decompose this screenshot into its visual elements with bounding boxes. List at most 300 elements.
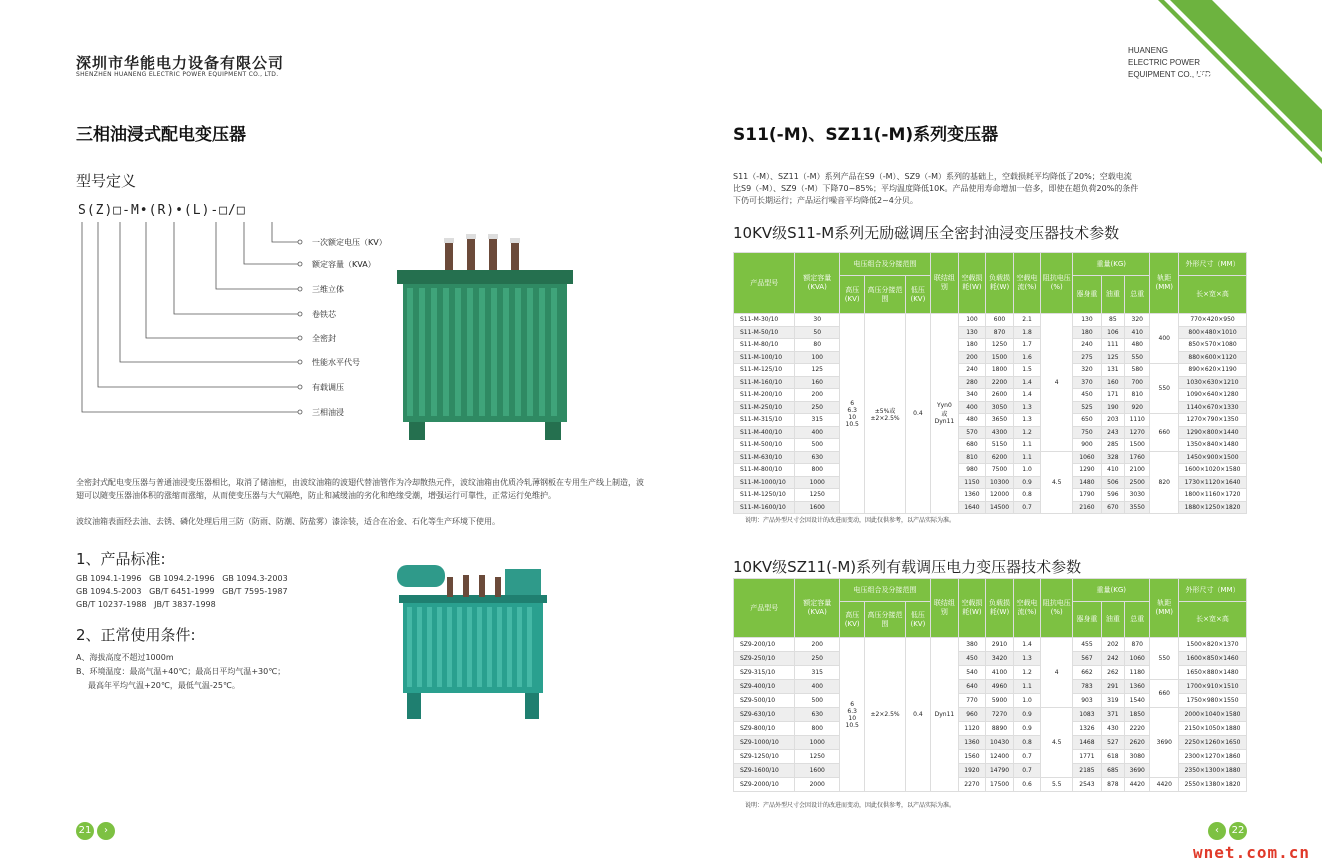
cell-dimensions: 2250×1260×1650 (1179, 736, 1247, 750)
cell-capacity: 1000 (795, 476, 840, 489)
cell-dimensions: 1090×640×1280 (1179, 389, 1247, 402)
cell-noload-loss: 1920 (958, 764, 986, 778)
cell-body-weight: 1083 (1073, 708, 1102, 722)
cell-dimensions: 770×420×950 (1179, 314, 1247, 327)
cell-dimensions: 1880×1250×1820 (1179, 501, 1247, 514)
th-oil-weight: 油重 (1101, 276, 1124, 314)
cell-model: S11-M-315/10 (734, 414, 795, 427)
cell-noload-loss: 340 (958, 389, 986, 402)
cell-model: S11-M-800/10 (734, 464, 795, 477)
cell-model: S11-M-80/10 (734, 339, 795, 352)
cell-noload-loss: 960 (958, 708, 986, 722)
cell-noload-current: 0.8 (1013, 489, 1041, 502)
th-body-weight: 器身重 (1073, 602, 1102, 638)
th-lv: 低压(KV) (905, 602, 930, 638)
cell-model: S11-M-250/10 (734, 401, 795, 414)
th-load-loss: 负载损耗(W) (986, 579, 1014, 638)
cell-noload-current: 1.2 (1013, 666, 1041, 680)
table-row (734, 451, 1247, 464)
cell-capacity: 1250 (795, 489, 840, 502)
cell-oil-weight: 527 (1101, 736, 1124, 750)
cell-noload-loss: 1360 (958, 736, 986, 750)
th-capacity: 额定容量(KVA) (795, 579, 840, 638)
cell-noload-loss: 280 (958, 376, 986, 389)
cell-noload-current: 0.9 (1013, 708, 1041, 722)
cell-capacity: 400 (795, 680, 840, 694)
model-leader-lines (76, 222, 396, 422)
cell-noload-current: 1.0 (1013, 694, 1041, 708)
cell-model: S11-M-100/10 (734, 351, 795, 364)
cell-dimensions: 890×620×1190 (1179, 364, 1247, 377)
cell-capacity: 125 (795, 364, 840, 377)
corner-ribbon-shape (1150, 0, 1322, 172)
table-2-note: 说明：产品外型尺寸会因设计的改进而变动，因此仅供参考，以产品实际为准。 (745, 802, 956, 809)
cell-oil-weight: 596 (1101, 489, 1124, 502)
cell-lv: 0.4 (905, 314, 930, 514)
company-name-en: SHENZHEN HUANENG ELECTRIC POWER EQUIPMENT CO., LTD. (76, 71, 279, 78)
cell-model: SZ9-500/10 (734, 694, 795, 708)
cell-body-weight: 240 (1073, 339, 1102, 352)
cell-oil-weight: 203 (1101, 414, 1124, 427)
cell-oil-weight: 202 (1101, 638, 1124, 652)
cell-capacity: 50 (795, 326, 840, 339)
cell-noload-current: 1.3 (1013, 414, 1041, 427)
cell-capacity: 800 (795, 464, 840, 477)
spec-table-1 (733, 252, 1247, 514)
cell-noload-current: 1.3 (1013, 401, 1041, 414)
cell-load-loss: 7500 (986, 464, 1014, 477)
th-dimensions: 外形尺寸（MM） (1179, 253, 1247, 276)
cell-noload-current: 0.7 (1013, 764, 1041, 778)
cell-capacity: 315 (795, 666, 840, 680)
th-noload-loss: 空载损耗(W) (958, 253, 986, 314)
cell-total-weight: 580 (1125, 364, 1150, 377)
th-dimensions: 外形尺寸（MM） (1179, 579, 1247, 602)
th-hv: 高压(KV) (839, 276, 864, 314)
table-row (734, 680, 1247, 694)
th-lv: 低压(KV) (905, 276, 930, 314)
cell-model: SZ9-200/10 (734, 638, 795, 652)
next-page-icon[interactable]: › (97, 822, 115, 840)
cell-body-weight: 662 (1073, 666, 1102, 680)
cell-model: S11-M-50/10 (734, 326, 795, 339)
cell-model: S11-M-630/10 (734, 451, 795, 464)
definition-item: 一次额定电压（KV） (312, 238, 387, 247)
cell-oil-weight: 171 (1101, 389, 1124, 402)
condition-a: A、海拔高度不超过1000m (76, 653, 174, 662)
cell-load-loss: 3050 (986, 401, 1014, 414)
company-name-cn: 深圳市华能电力设备有限公司 (76, 54, 285, 72)
cell-load-loss: 1250 (986, 339, 1014, 352)
cell-body-weight: 275 (1073, 351, 1102, 364)
cell-total-weight: 1270 (1125, 426, 1150, 439)
cell-noload-current: 1.1 (1013, 451, 1041, 464)
definition-item: 有载调压 (312, 383, 344, 392)
definition-item: 卷铁芯 (312, 310, 336, 319)
cell-capacity: 1600 (795, 501, 840, 514)
cell-gauge: 550 (1150, 364, 1179, 414)
cell-body-weight: 1060 (1073, 451, 1102, 464)
cell-noload-loss: 180 (958, 339, 986, 352)
cell-noload-current: 0.8 (1013, 736, 1041, 750)
cell-load-loss: 4100 (986, 666, 1014, 680)
cell-body-weight: 2160 (1073, 501, 1102, 514)
cell-noload-loss: 2270 (958, 778, 986, 792)
cell-model: S11-M-1600/10 (734, 501, 795, 514)
cell-load-loss: 8890 (986, 722, 1014, 736)
cell-load-loss: 2910 (986, 638, 1014, 652)
cell-dimensions: 1350×840×1480 (1179, 439, 1247, 452)
cell-total-weight: 1850 (1125, 708, 1150, 722)
th-model: 产品型号 (734, 579, 795, 638)
definition-item: 额定容量（KVA） (312, 260, 376, 269)
cell-load-loss: 4960 (986, 680, 1014, 694)
cell-model: S11-M-125/10 (734, 364, 795, 377)
cell-dimensions: 1270×790×1350 (1179, 414, 1247, 427)
cell-hv: 6 6.3 10 10.5 (839, 314, 864, 514)
cell-dimensions: 1140×670×1330 (1179, 401, 1247, 414)
cell-total-weight: 1180 (1125, 666, 1150, 680)
cell-body-weight: 900 (1073, 439, 1102, 452)
cell-capacity: 1600 (795, 764, 840, 778)
cell-impedance: 4 (1041, 314, 1073, 452)
condition-b-2: 最高年平均气温+20℃，最低气温-25℃。 (88, 681, 240, 690)
cell-total-weight: 870 (1125, 638, 1150, 652)
th-tap: 高压分接范围 (865, 276, 905, 314)
cell-dimensions: 1600×1020×1580 (1179, 464, 1247, 477)
cell-oil-weight: 506 (1101, 476, 1124, 489)
th-dimensions-sub: 长×宽×高 (1179, 276, 1247, 314)
cell-body-weight: 525 (1073, 401, 1102, 414)
page-number-right: 22 (1229, 822, 1247, 840)
cell-total-weight: 3080 (1125, 750, 1150, 764)
th-gauge: 轨距(MM) (1150, 579, 1179, 638)
cell-capacity: 30 (795, 314, 840, 327)
th-weight: 重量(KG) (1073, 579, 1150, 602)
th-impedance: 阻抗电压(%) (1041, 579, 1073, 638)
cell-dimensions: 1750×980×1550 (1179, 694, 1247, 708)
cell-noload-loss: 1120 (958, 722, 986, 736)
cell-noload-current: 1.1 (1013, 680, 1041, 694)
cell-total-weight: 410 (1125, 326, 1150, 339)
cell-noload-current: 1.4 (1013, 389, 1041, 402)
cell-noload-current: 0.7 (1013, 501, 1041, 514)
cell-total-weight: 1360 (1125, 680, 1150, 694)
cell-capacity: 500 (795, 694, 840, 708)
cell-noload-loss: 400 (958, 401, 986, 414)
cell-noload-loss: 570 (958, 426, 986, 439)
cell-noload-current: 1.0 (1013, 464, 1041, 477)
cell-total-weight: 2100 (1125, 464, 1150, 477)
cell-body-weight: 1468 (1073, 736, 1102, 750)
cell-dimensions: 1650×880×1480 (1179, 666, 1247, 680)
th-connection: 联结组别 (931, 253, 959, 314)
spec-table-2 (733, 578, 1247, 792)
left-paragraph-1: 全密封式配电变压器与普通油浸变压器相比，取消了储油柜，由波纹油箱的波翅代替油管作为冷却散热元件，波纹油箱由优质冷轧薄钢板在专用生产线上制造，波翅可以随变压器油体积的涨缩而涨缩，从而使变压器与大气隔绝，防止和减缓油的劣化和绝缘受潮，增强运行可靠性，正常运行免维护。 (76, 478, 644, 500)
cell-capacity: 80 (795, 339, 840, 352)
cell-total-weight: 2620 (1125, 736, 1150, 750)
cell-noload-loss: 480 (958, 414, 986, 427)
definition-item: 全密封 (312, 334, 336, 343)
cell-oil-weight: 291 (1101, 680, 1124, 694)
th-noload-current: 空载电流(%) (1013, 253, 1041, 314)
cell-gauge: 660 (1150, 414, 1179, 452)
cell-capacity: 2000 (795, 778, 840, 792)
cell-oil-weight: 319 (1101, 694, 1124, 708)
cell-tap: ±5%或 ±2×2.5% (865, 314, 905, 514)
cell-dimensions: 1730×1120×1640 (1179, 476, 1247, 489)
cell-load-loss: 4300 (986, 426, 1014, 439)
cell-oil-weight: 111 (1101, 339, 1124, 352)
corner-ribbon (1150, 0, 1322, 172)
cell-noload-current: 1.5 (1013, 364, 1041, 377)
cell-model: S11-M-200/10 (734, 389, 795, 402)
cell-dimensions: 1450×900×1500 (1179, 451, 1247, 464)
cell-load-loss: 1500 (986, 351, 1014, 364)
model-code: S(Z)□-M•(R)•(L)-□/□ (78, 203, 246, 218)
table-1-title: 10KV级S11-M系列无励磁调压全密封油浸变压器技术参数 (733, 224, 1120, 242)
cell-load-loss: 5900 (986, 694, 1014, 708)
cell-load-loss: 3650 (986, 414, 1014, 427)
cell-impedance: 4.5 (1041, 708, 1073, 778)
th-total-weight: 总重 (1125, 276, 1150, 314)
cell-load-loss: 7270 (986, 708, 1014, 722)
th-dimensions-sub: 长×宽×高 (1179, 602, 1247, 638)
cell-model: SZ9-315/10 (734, 666, 795, 680)
cell-body-weight: 2543 (1073, 778, 1102, 792)
table-row (734, 708, 1247, 722)
cell-capacity: 500 (795, 439, 840, 452)
cell-oil-weight: 371 (1101, 708, 1124, 722)
cell-load-loss: 600 (986, 314, 1014, 327)
cell-body-weight: 650 (1073, 414, 1102, 427)
cell-oil-weight: 410 (1101, 464, 1124, 477)
cell-noload-current: 1.7 (1013, 339, 1041, 352)
cell-body-weight: 750 (1073, 426, 1102, 439)
cell-load-loss: 6200 (986, 451, 1014, 464)
th-gauge: 轨距(MM) (1150, 253, 1179, 314)
cell-model: S11-M-1250/10 (734, 489, 795, 502)
th-body-weight: 器身重 (1073, 276, 1102, 314)
intro-line-1: S11（-M）、SZ11（-M）系列产品在S9（-M）、SZ9（-M）系列的基础上，空载损耗平均降低了20%；空载电流 (733, 172, 1132, 181)
cell-dimensions: 2000×1040×1580 (1179, 708, 1247, 722)
cell-noload-current: 1.1 (1013, 439, 1041, 452)
right-title: S11(-M)、SZ11(-M)系列变压器 (733, 125, 999, 145)
brand-line-2: ELECTRIC POWER (1128, 58, 1201, 67)
cell-oil-weight: 160 (1101, 376, 1124, 389)
th-load-loss: 负载损耗(W) (986, 253, 1014, 314)
th-weight: 重量(KG) (1073, 253, 1150, 276)
cell-gauge: 3690 (1150, 708, 1179, 778)
cell-total-weight: 550 (1125, 351, 1150, 364)
cell-total-weight: 1110 (1125, 414, 1150, 427)
cell-body-weight: 370 (1073, 376, 1102, 389)
intro-line-2: 比S9（-M）、SZ9（-M）下降70~85%；平均温度降低10K。产品使用寿命增加一倍多，即使在超负荷20%的条件 (733, 184, 1139, 193)
cell-dimensions: 800×480×1010 (1179, 326, 1247, 339)
cell-dimensions: 1600×850×1460 (1179, 652, 1247, 666)
table-row (734, 414, 1247, 427)
cell-gauge: 550 (1150, 638, 1179, 680)
cell-noload-loss: 810 (958, 451, 986, 464)
cell-total-weight: 1500 (1125, 439, 1150, 452)
cell-load-loss: 10430 (986, 736, 1014, 750)
cell-capacity: 160 (795, 376, 840, 389)
cell-oil-weight: 685 (1101, 764, 1124, 778)
cell-gauge: 820 (1150, 451, 1179, 514)
standards-line-2: GB 1094.5-2003 GB/T 6451-1999 GB/T 7595-1987 (76, 587, 288, 596)
cell-dimensions: 1030×630×1210 (1179, 376, 1247, 389)
cell-noload-loss: 980 (958, 464, 986, 477)
cell-gauge: 4420 (1150, 778, 1179, 792)
cell-noload-loss: 130 (958, 326, 986, 339)
prev-page-icon[interactable]: ‹ (1208, 822, 1226, 840)
table-row (734, 314, 1247, 327)
cell-model: SZ9-800/10 (734, 722, 795, 736)
definition-item: 性能水平代号 (312, 358, 360, 367)
cell-noload-current: 1.8 (1013, 326, 1041, 339)
cell-noload-loss: 1360 (958, 489, 986, 502)
cell-capacity: 1000 (795, 736, 840, 750)
cell-body-weight: 320 (1073, 364, 1102, 377)
cell-noload-current: 0.6 (1013, 778, 1041, 792)
cell-total-weight: 1060 (1125, 652, 1150, 666)
cell-oil-weight: 430 (1101, 722, 1124, 736)
th-hv: 高压(KV) (839, 602, 864, 638)
cell-dimensions: 1500×820×1370 (1179, 638, 1247, 652)
cell-model: SZ9-1000/10 (734, 736, 795, 750)
cell-noload-current: 1.4 (1013, 376, 1041, 389)
cell-dimensions: 2550×1380×1820 (1179, 778, 1247, 792)
cell-model: S11-M-160/10 (734, 376, 795, 389)
cell-oil-weight: 878 (1101, 778, 1124, 792)
cell-load-loss: 14500 (986, 501, 1014, 514)
cell-total-weight: 810 (1125, 389, 1150, 402)
cell-body-weight: 2185 (1073, 764, 1102, 778)
standards-heading: 1、产品标准: (76, 550, 166, 568)
cell-noload-loss: 770 (958, 694, 986, 708)
cell-body-weight: 903 (1073, 694, 1102, 708)
cell-noload-loss: 1560 (958, 750, 986, 764)
brand-line-1: HUANENG (1128, 46, 1169, 55)
cell-oil-weight: 125 (1101, 351, 1124, 364)
cell-noload-current: 0.7 (1013, 750, 1041, 764)
th-voltage-group: 电压组合及分接范围 (839, 579, 930, 602)
cell-total-weight: 480 (1125, 339, 1150, 352)
cell-body-weight: 180 (1073, 326, 1102, 339)
cell-total-weight: 1760 (1125, 451, 1150, 464)
cell-noload-loss: 640 (958, 680, 986, 694)
th-tap: 高压分接范围 (865, 602, 905, 638)
left-title: 三相油浸式配电变压器 (76, 125, 246, 145)
intro-line-3: 下仍可长期运行；产品运行噪音平均降低2~4分贝。 (733, 196, 918, 205)
watermark: wnet.com.cn (1193, 843, 1310, 862)
cell-total-weight: 700 (1125, 376, 1150, 389)
table-row (734, 638, 1247, 652)
cell-dimensions: 850×570×1080 (1179, 339, 1247, 352)
cell-lv: 0.4 (905, 638, 930, 792)
cell-noload-loss: 380 (958, 638, 986, 652)
cell-noload-loss: 100 (958, 314, 986, 327)
cell-model: SZ9-250/10 (734, 652, 795, 666)
table-row (734, 364, 1247, 377)
model-heading: 型号定义 (76, 172, 137, 190)
standards-line-1: GB 1094.1-1996 GB 1094.2-1996 GB 1094.3-2003 (76, 574, 288, 583)
cell-total-weight: 2500 (1125, 476, 1150, 489)
cell-noload-loss: 680 (958, 439, 986, 452)
cell-body-weight: 455 (1073, 638, 1102, 652)
cell-gauge: 660 (1150, 680, 1179, 708)
cell-oil-weight: 262 (1101, 666, 1124, 680)
cell-body-weight: 783 (1073, 680, 1102, 694)
cell-body-weight: 567 (1073, 652, 1102, 666)
cell-oil-weight: 670 (1101, 501, 1124, 514)
cell-body-weight: 1771 (1073, 750, 1102, 764)
cell-model: SZ9-1600/10 (734, 764, 795, 778)
cell-model: S11-M-400/10 (734, 426, 795, 439)
cell-oil-weight: 328 (1101, 451, 1124, 464)
cell-noload-loss: 1150 (958, 476, 986, 489)
cell-total-weight: 2220 (1125, 722, 1150, 736)
cell-connection: Yyn0 或 Dyn11 (931, 314, 959, 514)
cell-load-loss: 870 (986, 326, 1014, 339)
cell-connection: Dyn11 (931, 638, 959, 792)
condition-b: B、环境温度：最高气温+40℃；最高日平均气温+30℃； (76, 667, 286, 676)
cell-capacity: 200 (795, 389, 840, 402)
cell-total-weight: 320 (1125, 314, 1150, 327)
cell-dimensions: 1700×910×1510 (1179, 680, 1247, 694)
cell-oil-weight: 190 (1101, 401, 1124, 414)
th-voltage-group: 电压组合及分接范围 (839, 253, 930, 276)
cell-tap: ±2×2.5% (865, 638, 905, 792)
cell-capacity: 200 (795, 638, 840, 652)
cell-model: SZ9-630/10 (734, 708, 795, 722)
cell-total-weight: 3030 (1125, 489, 1150, 502)
definition-item: 三维立体 (312, 285, 344, 294)
cell-body-weight: 1790 (1073, 489, 1102, 502)
table-2-title: 10KV级SZ11(-M)系列有载调压电力变压器技术参数 (733, 558, 1082, 576)
cell-load-loss: 2600 (986, 389, 1014, 402)
cell-model: SZ9-2000/10 (734, 778, 795, 792)
cell-total-weight: 1540 (1125, 694, 1150, 708)
conditions-heading: 2、正常使用条件: (76, 626, 196, 644)
cell-noload-current: 1.2 (1013, 426, 1041, 439)
cell-body-weight: 130 (1073, 314, 1102, 327)
cell-impedance: 4 (1041, 638, 1073, 708)
standards-line-3: GB/T 10237-1988 JB/T 3837-1998 (76, 600, 216, 609)
th-model: 产品型号 (734, 253, 795, 314)
cell-oil-weight: 85 (1101, 314, 1124, 327)
cell-load-loss: 12400 (986, 750, 1014, 764)
cell-oil-weight: 285 (1101, 439, 1124, 452)
cell-capacity: 250 (795, 401, 840, 414)
cell-body-weight: 1480 (1073, 476, 1102, 489)
transformer-image-1 (395, 232, 575, 444)
cell-capacity: 250 (795, 652, 840, 666)
cell-oil-weight: 243 (1101, 426, 1124, 439)
th-noload-current: 空载电流(%) (1013, 579, 1041, 638)
cell-total-weight: 4420 (1125, 778, 1150, 792)
cell-capacity: 100 (795, 351, 840, 364)
cell-gauge: 400 (1150, 314, 1179, 364)
cell-oil-weight: 106 (1101, 326, 1124, 339)
cell-dimensions: 2300×1270×1860 (1179, 750, 1247, 764)
cell-model: S11-M-500/10 (734, 439, 795, 452)
cell-load-loss: 5150 (986, 439, 1014, 452)
cell-load-loss: 2200 (986, 376, 1014, 389)
cell-load-loss: 1800 (986, 364, 1014, 377)
cell-impedance: 4.5 (1041, 451, 1073, 514)
th-connection: 联结组别 (931, 579, 959, 638)
